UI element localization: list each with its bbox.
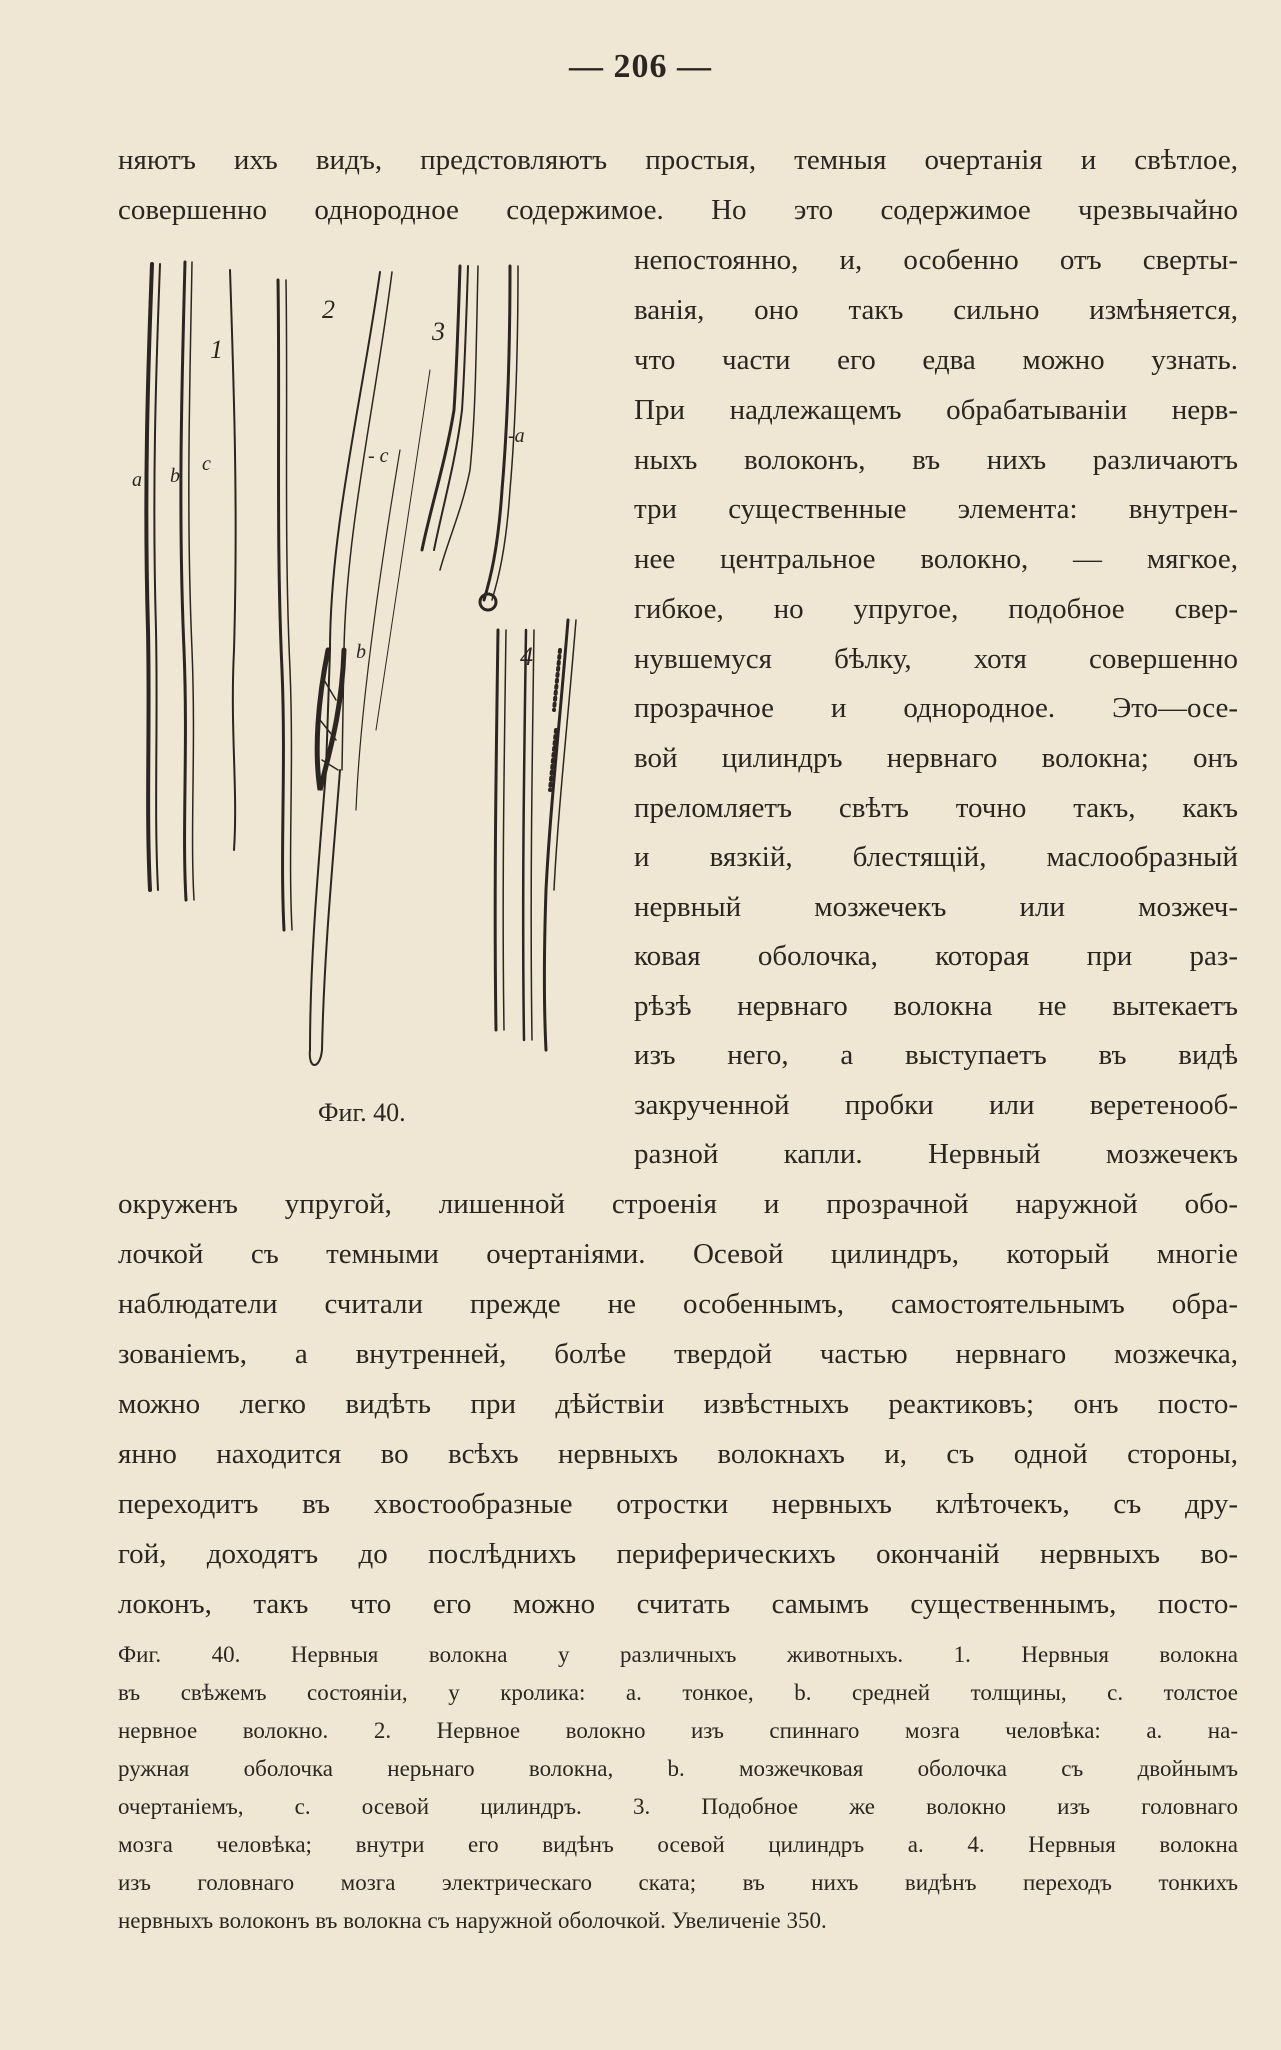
text-line: зованіемъ, а внутренней, болѣе твердой частью нервнаго мозжечка, <box>118 1338 1238 1370</box>
figure-mark-a-dash: -a <box>508 425 525 447</box>
text-line: янно находится во всѣхъ нервныхъ волокнахъ и, съ одной стороны, <box>118 1438 1238 1470</box>
figure-number-1: 1 <box>210 335 223 364</box>
text-line: разной капли. Нервный мозжечекъ <box>634 1138 1238 1170</box>
text-line: лочкой съ темными очертаніями. Осевой цилиндръ, который многіе <box>118 1238 1238 1270</box>
text-line: три существенные элемента: внутрен- <box>634 493 1238 525</box>
figure-number-4: 4 <box>520 642 533 671</box>
figure-label: Фиг. 40. <box>318 1098 406 1127</box>
caption-line: мозга человѣка; внутри его видѣнъ осевой цилиндръ a. 4. Нервныя волокна <box>118 1832 1238 1857</box>
caption-line: ружная оболочка нерьнаго волокна, b. мозжечковая оболочка съ двойнымъ <box>118 1756 1238 1781</box>
text-line: ванія, оно такъ сильно измѣняется, <box>634 294 1238 326</box>
caption-line: нервное волокно. 2. Нервное волокно изъ спиннаго мозга человѣка: a. на- <box>118 1718 1238 1743</box>
text-line: что части его едва можно узнать. <box>634 344 1238 376</box>
text-line: закрученной пробки или веретенооб- <box>634 1089 1238 1121</box>
figure-mark-a: a <box>132 469 142 491</box>
text-line: локонъ, такъ что его можно считать самымъ существеннымъ, посто- <box>118 1588 1238 1620</box>
text-line: нее центральное волокно, — мягкое, <box>634 543 1238 575</box>
text-line: нувшемуся бѣлку, хотя совершенно <box>634 643 1238 675</box>
text-line: вой цилиндръ нервнаго волокна; онъ <box>634 742 1238 774</box>
text-line: няютъ ихъ видъ, предстовляютъ простыя, темныя очертанія и свѣтлое, <box>118 144 1238 176</box>
caption-line: нервныхъ волоконъ въ волокна съ наружной оболочкой. Увеличеніе 350. <box>118 1908 827 1933</box>
text-line: непостоянно, и, особенно отъ сверты- <box>634 244 1238 276</box>
text-line: нервный мозжечекъ или мозжеч- <box>634 891 1238 923</box>
figure-mark-c-dash: - c <box>368 445 389 467</box>
text-line: ковая оболочка, которая при раз- <box>634 940 1238 972</box>
text-line: гибкое, но упругое, подобное свер- <box>634 593 1238 625</box>
page-number: — 206 — <box>569 48 712 85</box>
text-line: ныхъ волоконъ, въ нихъ различаютъ <box>634 444 1238 476</box>
text-line: переходитъ въ хвостообразные отростки нервныхъ клѣточекъ, съ дру- <box>118 1488 1238 1520</box>
text-line: и вязкій, блестящій, маслообразный <box>634 841 1238 873</box>
text-line: преломляетъ свѣтъ точно такъ, какъ <box>634 792 1238 824</box>
text-line: наблюдатели считали прежде не особеннымъ, самостоятельнымъ обра- <box>118 1288 1238 1320</box>
figure-mark-b-fig2: b <box>356 641 366 663</box>
text-line: можно легко видѣть при дѣйствіи извѣстныхъ реактиковъ; онъ посто- <box>118 1388 1238 1420</box>
caption-line: въ свѣжемъ состояніи, у кролика: a. тонкое, b. средней толщины, c. толстое <box>118 1680 1238 1705</box>
text-line: совершенно однородное содержимое. Но это содержимое чрезвычайно <box>118 194 1238 226</box>
figure-number-3: 3 <box>432 317 445 346</box>
caption-line: очертаніемъ, c. осевой цилиндръ. 3. Подобное же волокно изъ головнаго <box>118 1794 1238 1819</box>
figure-drawing <box>130 250 600 1130</box>
text-line: изъ него, а выступаетъ въ видѣ <box>634 1039 1238 1071</box>
figure-mark-b: b <box>170 465 180 487</box>
text-line: При надлежащемъ обрабатываніи нерв- <box>634 394 1238 426</box>
figure-mark-c: c <box>202 453 211 475</box>
nerve-fibers-figure <box>130 250 600 1130</box>
text-line: гой, доходятъ до послѣднихъ периферическихъ окончаній нервныхъ во- <box>118 1538 1238 1570</box>
figure-number-2: 2 <box>322 295 335 324</box>
text-line: рѣзѣ нервнаго волокна не вытекаетъ <box>634 990 1238 1022</box>
caption-line: изъ головнаго мозга электрическаго ската; въ нихъ видѣнъ переходъ тонкихъ <box>118 1870 1238 1895</box>
text-line: прозрачное и однородное. Это—осе- <box>634 692 1238 724</box>
text-line: окруженъ упругой, лишенной строенія и прозрачной наружной обо- <box>118 1188 1238 1220</box>
caption-line: Фиг. 40. Нервныя волокна у различныхъ животныхъ. 1. Нервныя волокна <box>118 1642 1238 1667</box>
